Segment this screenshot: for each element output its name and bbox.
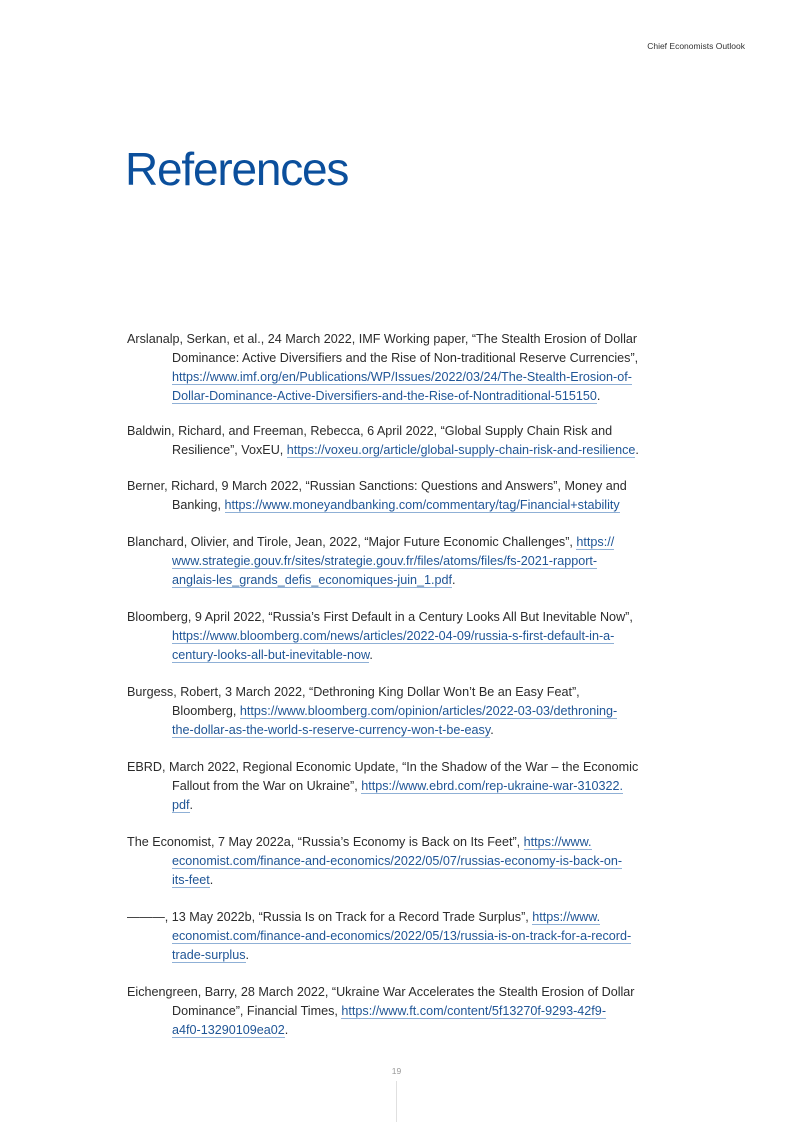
reference-entry bbox=[127, 330, 687, 406]
reference-entry bbox=[127, 983, 687, 1040]
reference-text: Arslanalp, Serkan, et al., 24 March 2022, IMF Working paper, “The Stealth Erosion of Dollar bbox=[127, 332, 638, 346]
page-title: References bbox=[125, 143, 349, 195]
reference-line bbox=[127, 927, 687, 946]
reference-entry bbox=[127, 422, 687, 460]
reference-text: EBRD, March 2022, Regional Economic Update, “In the Shadow of the War – the Economic bbox=[127, 760, 639, 774]
reference-text: . bbox=[452, 573, 456, 587]
reference-text: Eichengreen, Barry, 28 March 2022, “Ukraine War Accelerates the Stealth Erosion of Dollar bbox=[127, 985, 635, 999]
reference-line bbox=[127, 330, 687, 349]
reference-text: The Economist, 7 May 2022a, “Russia’s Economy is Back on Its Feet”, bbox=[127, 835, 524, 849]
reference-line bbox=[127, 368, 687, 387]
reference-line bbox=[127, 721, 687, 740]
reference-link[interactable]: century-looks-all-but-inevitable-now bbox=[172, 648, 370, 662]
reference-text: Dominance: Active Diversifiers and the Rise of Non-traditional Reserve Currencies”, bbox=[172, 351, 639, 365]
reference-entry bbox=[127, 833, 687, 890]
reference-text: Resilience”, VoxEU, bbox=[172, 443, 287, 457]
reference-line bbox=[127, 1021, 687, 1040]
reference-link[interactable]: Dollar-Dominance-Active-Diversifiers-and-the-Rise-of-Nontraditional-515150 bbox=[172, 389, 597, 403]
reference-link[interactable]: its-feet bbox=[172, 873, 210, 887]
reference-link[interactable]: https:// bbox=[576, 535, 615, 549]
reference-line bbox=[127, 627, 687, 646]
reference-line bbox=[127, 871, 687, 890]
reference-entry bbox=[127, 533, 687, 590]
reference-text: Fallout from the War on Ukraine”, bbox=[172, 779, 362, 793]
reference-line bbox=[127, 477, 687, 496]
reference-text: . bbox=[209, 873, 214, 887]
reference-line bbox=[127, 796, 687, 815]
reference-line bbox=[127, 852, 687, 871]
reference-line bbox=[127, 387, 687, 406]
reference-text: . bbox=[245, 948, 249, 962]
reference-line bbox=[127, 1002, 687, 1021]
reference-line bbox=[127, 349, 687, 368]
reference-line bbox=[127, 908, 687, 927]
reference-line bbox=[127, 608, 687, 627]
reference-text: Banking, bbox=[172, 498, 225, 512]
reference-line bbox=[127, 777, 687, 796]
reference-line bbox=[127, 702, 687, 721]
reference-entry bbox=[127, 758, 687, 815]
reference-link[interactable]: pdf bbox=[172, 798, 190, 812]
reference-text: Bloomberg, 9 April 2022, “Russia’s First Default in a Century Looks All But Inevitable Now”, bbox=[127, 610, 633, 624]
reference-link[interactable]: anglais-les_grands_defis_economiques-juin_1.pdf bbox=[172, 573, 453, 587]
reference-link[interactable]: https://www.ft.com/content/5f13270f-9293-42f9- bbox=[341, 1004, 607, 1018]
reference-line bbox=[127, 946, 687, 965]
reference-link[interactable]: https://www. bbox=[532, 910, 601, 924]
reference-entry bbox=[127, 908, 687, 965]
reference-text: . bbox=[369, 648, 373, 662]
reference-line bbox=[127, 422, 687, 441]
reference-text: Burgess, Robert, 3 March 2022, “Dethroning King Dollar Won’t Be an Easy Feat”, bbox=[127, 685, 580, 699]
reference-text: . bbox=[284, 1023, 289, 1037]
reference-link[interactable]: trade-surplus bbox=[172, 948, 246, 962]
reference-entry bbox=[127, 477, 687, 515]
reference-text: . bbox=[596, 389, 601, 403]
reference-link[interactable]: https://www.ebrd.com/rep-ukraine-war-310322. bbox=[361, 779, 623, 793]
reference-link[interactable]: https://www.imf.org/en/Publications/WP/Issues/2022/03/24/The-Stealth-Erosion-of- bbox=[172, 370, 632, 384]
running-header: Chief Economists Outlook bbox=[647, 41, 745, 51]
reference-text: ———, 13 May 2022b, “Russia Is on Track for a Record Trade Surplus”, bbox=[127, 910, 533, 924]
reference-text: Baldwin, Richard, and Freeman, Rebecca, 6 April 2022, “Global Supply Chain Risk and bbox=[127, 424, 613, 438]
reference-link[interactable]: a4f0-13290109ea02 bbox=[172, 1023, 285, 1037]
reference-line bbox=[127, 496, 687, 515]
footer-divider bbox=[396, 1081, 397, 1122]
reference-text: Berner, Richard, 9 March 2022, “Russian Sanctions: Questions and Answers”, Money and bbox=[127, 479, 627, 493]
reference-line bbox=[127, 552, 687, 571]
reference-line bbox=[127, 683, 687, 702]
reference-line bbox=[127, 571, 687, 590]
reference-link[interactable]: https://www. bbox=[523, 835, 592, 849]
reference-link[interactable]: https://voxeu.org/article/global-supply-chain-risk-and-resilience bbox=[286, 443, 636, 457]
reference-text: Blanchard, Olivier, and Tirole, Jean, 2022, “Major Future Economic Challenges”, bbox=[127, 535, 577, 549]
reference-line bbox=[127, 441, 687, 460]
reference-text: . bbox=[189, 798, 194, 812]
reference-line bbox=[127, 758, 687, 777]
reference-line bbox=[127, 646, 687, 665]
reference-link[interactable]: https://www.bloomberg.com/opinion/articles/2022-03-03/dethroning- bbox=[239, 704, 618, 718]
reference-text: . bbox=[490, 723, 494, 737]
reference-text: . bbox=[635, 443, 639, 457]
reference-link[interactable]: the-dollar-as-the-world-s-reserve-currency-won-t-be-easy bbox=[172, 723, 491, 737]
reference-line bbox=[127, 833, 687, 852]
page-number: 19 bbox=[391, 1066, 402, 1076]
reference-link[interactable]: https://www.moneyandbanking.com/commentary/tag/Financial+stability bbox=[224, 498, 620, 512]
reference-line bbox=[127, 533, 687, 552]
reference-link[interactable]: economist.com/finance-and-economics/2022/05/07/russias-economy-is-back-on- bbox=[172, 854, 623, 868]
reference-link[interactable]: economist.com/finance-and-economics/2022/05/13/russia-is-on-track-for-a-record- bbox=[172, 929, 632, 943]
reference-link[interactable]: https://www.bloomberg.com/news/articles/2022-04-09/russia-s-first-default-in-a- bbox=[172, 629, 615, 643]
reference-entry bbox=[127, 608, 687, 665]
reference-text: Bloomberg, bbox=[172, 704, 240, 718]
reference-text: Dominance”, Financial Times, bbox=[172, 1004, 342, 1018]
reference-line bbox=[127, 983, 687, 1002]
reference-link[interactable]: www.strategie.gouv.fr/sites/strategie.gouv.fr/files/atoms/files/fs-2021-rapport- bbox=[172, 554, 598, 568]
reference-entry bbox=[127, 683, 687, 740]
